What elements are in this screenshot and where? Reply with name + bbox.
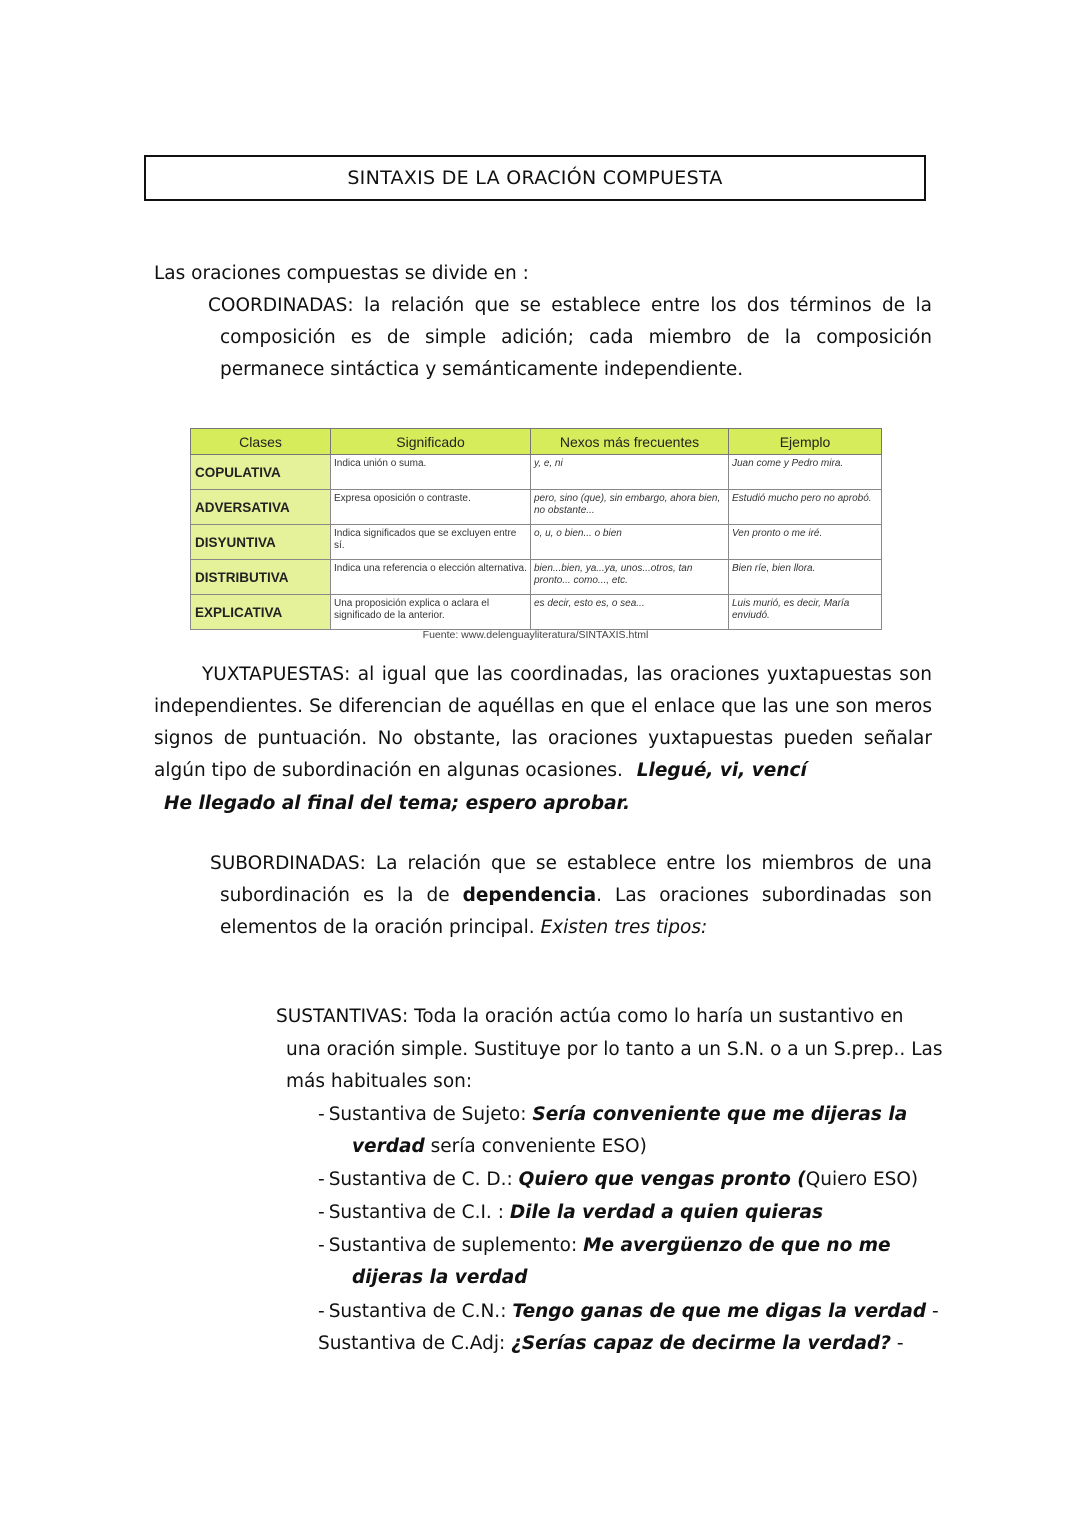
subordinadas-line-1: SUBORDINADAS: La relación que se establece entre los miembros de una xyxy=(210,853,932,874)
sustantivas-line-2: una oración simple. Sustituye por lo tanto a un S.N. o a un S.prep.. Las xyxy=(286,1039,943,1060)
header-significado: Significado xyxy=(331,429,531,455)
item-label: Sustantiva de Sujeto: xyxy=(328,1104,527,1125)
cell-nexos: es decir, esto es, o sea... xyxy=(531,595,729,630)
table-row xyxy=(191,525,882,560)
cell-ejemplo: Bien ríe, bien llora. xyxy=(729,560,882,595)
page-title xyxy=(144,155,926,201)
table-source: Fuente: www.delenguayliteratura/SINTAXIS.html xyxy=(422,629,649,641)
cell-clase: COPULATIVA xyxy=(191,455,331,490)
sustantivas-line-3: más habituales son: xyxy=(286,1071,473,1092)
title-text: SINTAXIS DE LA ORACIÓN COMPUESTA xyxy=(347,167,723,189)
cell-nexos: bien...bien, ya...ya, unos...otros, tan pronto... como..., etc. xyxy=(531,560,729,595)
item-note: Quiero ESO) xyxy=(805,1169,919,1190)
item-example-2: dijeras la verdad xyxy=(352,1267,528,1288)
item-example: ¿Serías capaz de decirme la verdad? xyxy=(511,1333,891,1354)
yuxtapuestas-example-2: He llegado al final del tema; espero aprobar. xyxy=(164,793,631,814)
cell-clase: EXPLICATIVA xyxy=(191,595,331,630)
table-row xyxy=(191,560,882,595)
subordinadas-dependencia: dependencia xyxy=(462,885,597,906)
table-row xyxy=(191,490,882,525)
cell-nexos: y, e, ni xyxy=(531,455,729,490)
yuxtapuestas-line-2: independientes. Se diferencian de aquéllas en que el enlace que las une son meros xyxy=(154,696,932,717)
item-example: Dile la verdad a quien quieras xyxy=(509,1202,824,1223)
cell-ejemplo: Luis murió, es decir, María enviudó. xyxy=(729,595,882,630)
cell-significado: Una proposición explica o aclara el significado de la anterior. xyxy=(331,595,531,630)
subordinadas-line-2-a: subordinación es la de xyxy=(220,885,450,906)
header-clases: Clases xyxy=(191,429,331,455)
item-example: Me avergüenzo de que no me xyxy=(583,1235,891,1256)
subordinadas-line-3-a: elementos de la oración principal. xyxy=(220,917,535,938)
subordinadas-line-2 xyxy=(220,880,932,913)
cell-nexos: o, u, o bien... o bien xyxy=(531,525,729,560)
coordinadas-line-1: COORDINADAS: la relación que se establece entre los dos términos de la xyxy=(208,295,932,316)
item-note: sería conveniente ESO) xyxy=(430,1136,647,1157)
cell-significado: Indica unión o suma. xyxy=(331,455,531,490)
yuxtapuestas-line-4-text: algún tipo de subordinación en algunas ocasiones. xyxy=(154,760,623,781)
coordinadas-line-2: composición es de simple adición; cada miembro de la composición xyxy=(220,327,932,348)
item-label: Sustantiva de suplemento: xyxy=(328,1235,578,1256)
table-row xyxy=(191,455,882,490)
yuxtapuestas-line-1: YUXTAPUESTAS: al igual que las coordinadas, las oraciones yuxtapuestas son xyxy=(202,664,932,685)
coordinadas-table xyxy=(190,428,882,630)
subordinadas-line-3-italic: Existen tres tipos: xyxy=(540,917,708,938)
coordinadas-line-3: permanece sintáctica y semánticamente independiente. xyxy=(220,359,744,380)
cell-significado: Indica significados que se excluyen entre sí. xyxy=(331,525,531,560)
cell-clase: DISYUNTIVA xyxy=(191,525,331,560)
yuxtapuestas-line-4 xyxy=(154,755,807,788)
list-item xyxy=(318,1328,904,1361)
item-trail: - xyxy=(896,1333,904,1354)
list-item-continuation xyxy=(352,1131,647,1164)
cell-significado: Expresa oposición o contraste. xyxy=(331,490,531,525)
item-example: Tengo ganas de que me digas la verdad xyxy=(512,1301,927,1322)
yuxtapuestas-example-1: Llegué, vi, vencí xyxy=(636,760,807,781)
item-label: Sustantiva de C.N.: xyxy=(328,1301,507,1322)
item-example-2: verdad xyxy=(352,1136,425,1157)
cell-ejemplo: Ven pronto o me iré. xyxy=(729,525,882,560)
cell-significado: Indica una referencia o elección alternativa. xyxy=(331,560,531,595)
item-example: Quiero que vengas pronto ( xyxy=(518,1169,806,1190)
subordinadas-line-2-b: . Las oraciones subordinadas son xyxy=(596,885,932,906)
list-item: - Sustantiva de Sujeto: Sería conveniente que me dijeras la xyxy=(318,1104,908,1125)
list-item: - Sustantiva de suplemento: Me avergüenzo de que no me xyxy=(318,1235,891,1256)
table-header-row xyxy=(191,429,882,455)
list-item: - Sustantiva de C. D.: Quiero que vengas pronto (Quiero ESO) xyxy=(318,1169,919,1190)
header-nexos: Nexos más frecuentes xyxy=(531,429,729,455)
intro-text: Las oraciones compuestas se divide en : xyxy=(154,263,529,284)
yuxtapuestas-line-3: signos de puntuación. No obstante, las oraciones yuxtapuestas pueden señalar xyxy=(154,728,932,749)
subordinadas-line-3 xyxy=(220,912,707,945)
cell-clase: DISTRIBUTIVA xyxy=(191,560,331,595)
item-label: Sustantiva de C.Adj: xyxy=(318,1333,506,1354)
item-trail: - xyxy=(932,1301,939,1322)
item-label: Sustantiva de C.I. : xyxy=(328,1202,504,1223)
cell-ejemplo: Juan come y Pedro mira. xyxy=(729,455,882,490)
list-item: - Sustantiva de C.N.: Tengo ganas de que me digas la verdad - xyxy=(318,1301,939,1322)
table-row xyxy=(191,595,882,630)
header-ejemplo: Ejemplo xyxy=(729,429,882,455)
cell-clase: ADVERSATIVA xyxy=(191,490,331,525)
list-item: - Sustantiva de C.I. : Dile la verdad a quien quieras xyxy=(318,1202,824,1223)
item-example: Sería conveniente que me dijeras la xyxy=(532,1104,908,1125)
item-label: Sustantiva de C. D.: xyxy=(328,1169,513,1190)
cell-ejemplo: Estudió mucho pero no aprobó. xyxy=(729,490,882,525)
cell-nexos: pero, sino (que), sin embargo, ahora bien, no obstante... xyxy=(531,490,729,525)
sustantivas-line-1: SUSTANTIVAS: Toda la oración actúa como lo haría un sustantivo en xyxy=(276,1006,904,1027)
